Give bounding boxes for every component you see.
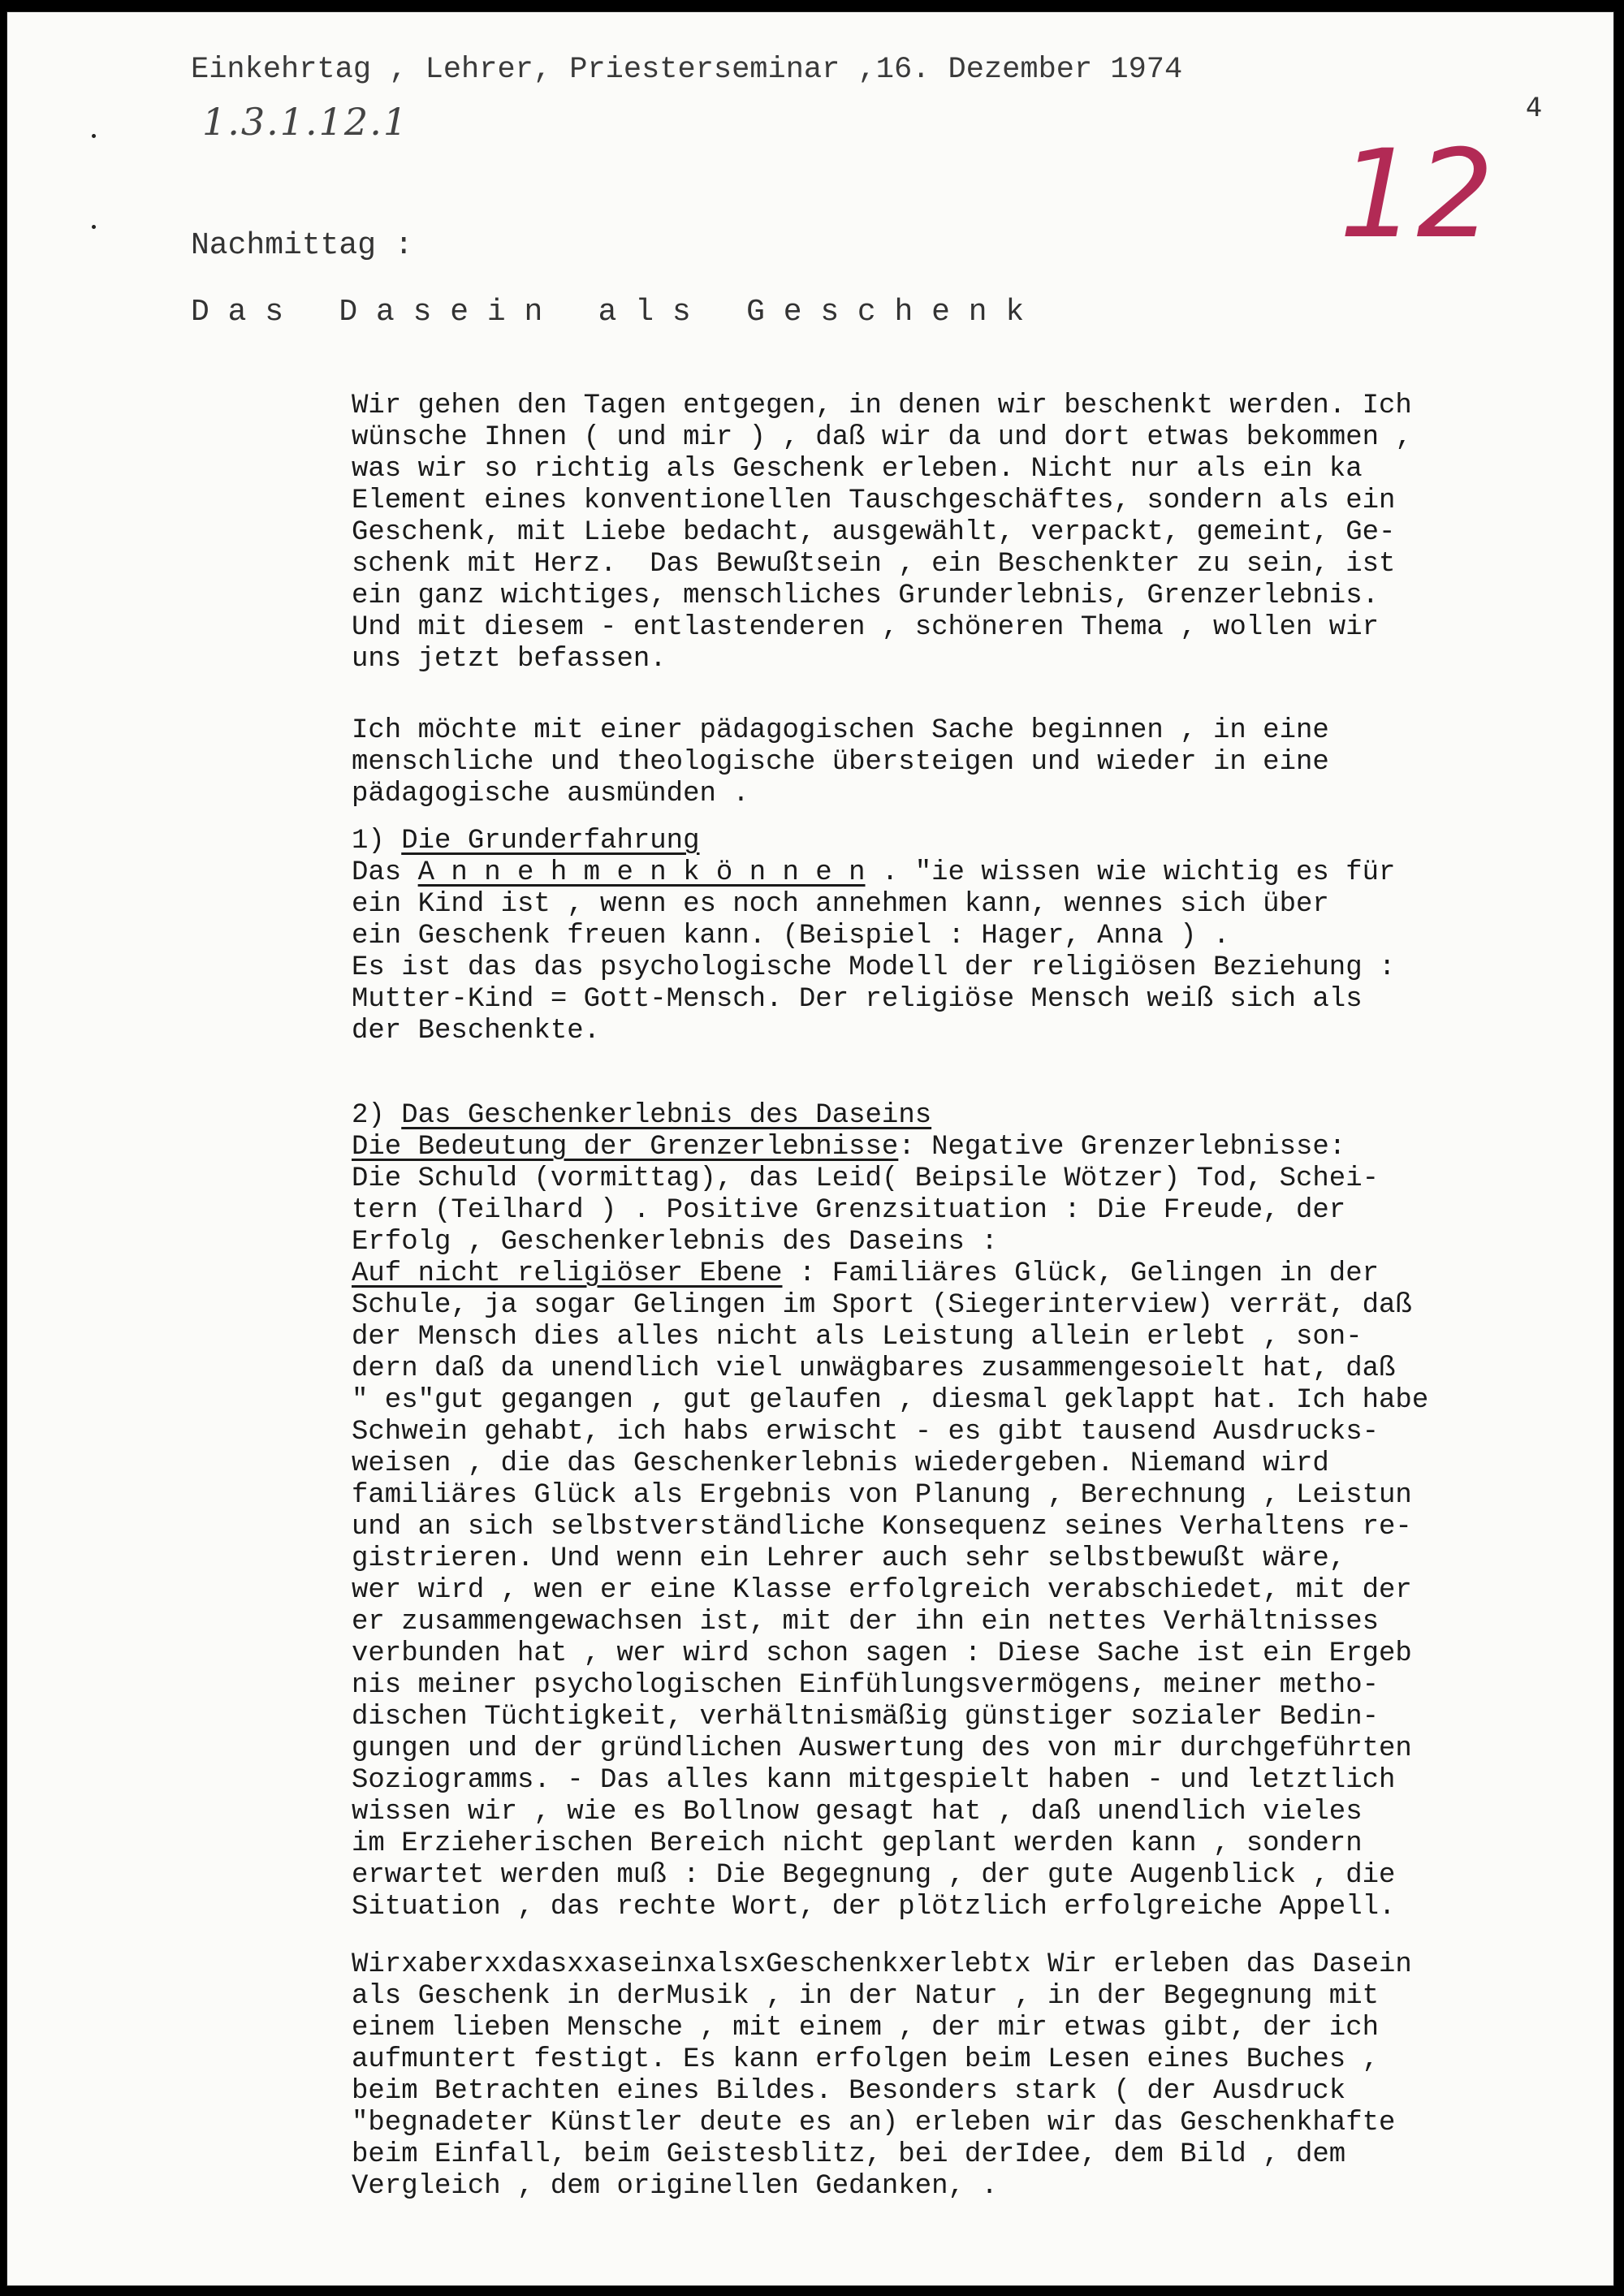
- section-2: [352, 1100, 1615, 1923]
- text-line: er zusammengewachsen ist, mit der ihn ein nettes Verhältnisses: [352, 1607, 1380, 1638]
- intro-paragraph: [352, 391, 1615, 675]
- emphasis: Auf nicht religiöser Ebene: [352, 1258, 783, 1289]
- text-line: ein ganz wichtiges, menschliches Grunderlebnis, Grenzerlebnis.: [352, 580, 1380, 611]
- text-line: Mutter-Kind = Gott-Mensch. Der religiöse Mensch weiß sich als: [352, 984, 1363, 1015]
- text-line: tern (Teilhard ) . Positive Grenzsituation : Die Freude, der: [352, 1195, 1346, 1226]
- text-span: . "ie wissen wie wichtig es für: [865, 857, 1396, 888]
- text-line: der Mensch dies alles nicht als Leistung allein erlebt , son-: [352, 1322, 1363, 1353]
- text-line: weisen , die das Geschenkerlebnis wiedergeben. Niemand wird: [352, 1448, 1329, 1479]
- text-line: verbunden hat , wer wird schon sagen : Diese Sache ist ein Ergeb: [352, 1638, 1412, 1669]
- text-line: [352, 1258, 1615, 1290]
- section-heading: [352, 826, 1615, 857]
- text-line: einem lieben Mensche , mit einem , der mir etwas gibt, der ich: [352, 2013, 1380, 2044]
- text-line: familiäres Glück als Ergebnis von Planung , Berechnung , Leistun: [352, 1480, 1412, 1511]
- text-line: Und mit diesem - entlastenderen , schöneren Thema , wollen wir: [352, 612, 1380, 643]
- text-span: : Familiäres Glück, Gelingen in der: [782, 1258, 1380, 1289]
- text-line: der Beschenkte.: [352, 1016, 601, 1047]
- text-line: Erfolg , Geschenkerlebnis des Daseins :: [352, 1227, 998, 1258]
- second-paragraph: [352, 715, 1615, 810]
- text-line: Schule, ja sogar Gelingen im Sport (Siegerinterview) verrät, daß: [352, 1290, 1412, 1321]
- emphasis: Die Bedeutung der Grenzerlebnisse: [352, 1132, 899, 1163]
- handwritten-number: 12: [1339, 124, 1494, 265]
- text-line: dern daß da unendlich viel unwägbares zusammengesoielt hat, daß: [352, 1353, 1396, 1384]
- text-line: [352, 1132, 1615, 1163]
- text-span: Das: [352, 857, 418, 888]
- text-line: wer wird , wen er eine Klasse erfolgreich verabschiedet, mit der: [352, 1575, 1412, 1606]
- text-line: wünsche Ihnen ( und mir ) , daß wir da und dort etwas bekommen ,: [352, 422, 1412, 453]
- text-line: ein Geschenk freuen kann. (Beispiel : Hager, Anna ) .: [352, 921, 1230, 952]
- text-line: Soziogramms. - Das alles kann mitgespielt haben - und letztlich: [352, 1765, 1396, 1796]
- section-title: Die Grunderfahrung: [401, 826, 700, 857]
- text-line: pädagogische ausmünden .: [352, 779, 749, 809]
- header-line: Einkehrtag , Lehrer, Priesterseminar ,16. Dezember 1974: [191, 53, 1183, 87]
- text-line: ein Kind ist , wenn es noch annehmen kann, wennes sich über: [352, 889, 1329, 920]
- text-line: erwartet werden muß : Die Begegnung , der gute Augenblick , die: [352, 1860, 1396, 1891]
- punch-mark: [92, 134, 96, 138]
- section-number: 1): [352, 826, 402, 857]
- section-title: Das Geschenkerlebnis des Daseins: [401, 1100, 932, 1131]
- text-line: nis meiner psychologischen Einfühlungsvermögens, meiner metho-: [352, 1670, 1380, 1701]
- text-line: schenk mit Herz. Das Bewußtsein , ein Beschenkter zu sein, ist: [352, 549, 1396, 580]
- text-line: [352, 1949, 1615, 1981]
- section-label: Nachmittag :: [191, 228, 413, 263]
- section-heading: [352, 1100, 1615, 1132]
- text-line: " es"gut gegangen , gut gelaufen , diesmal geklappt hat. Ich habe: [352, 1385, 1429, 1416]
- text-line: beim Betrachten eines Bildes. Besonders stark ( der Ausdruck: [352, 2076, 1346, 2107]
- text-line: Geschenk, mit Liebe bedacht, ausgewählt, verpackt, gemeint, Ge-: [352, 517, 1396, 548]
- punch-mark: [92, 225, 96, 229]
- text-line: Element eines konventionellen Tauschgeschäftes, sondern als ein: [352, 486, 1396, 516]
- text-line: aufmuntert festigt. Es kann erfolgen beim Lesen eines Buches ,: [352, 2044, 1380, 2075]
- text-line: im Erzieherischen Bereich nicht geplant werden kann , sondern: [352, 1828, 1363, 1859]
- text-line: gistrieren. Und wenn ein Lehrer auch sehr selbstbewußt wäre,: [352, 1543, 1346, 1574]
- text-line: Ich möchte mit einer pädagogischen Sache beginnen , in eine: [352, 715, 1329, 746]
- text-line: Schwein gehabt, ich habs erwischt - es gibt tausend Ausdrucks-: [352, 1417, 1380, 1448]
- page-number: 4: [1526, 92, 1543, 123]
- document-title: D a s D a s e i n a l s G e s c h e n k: [191, 295, 1025, 330]
- text-line: dischen Tüchtigkeit, verhältnismäßig günstiger sozialer Bedin-: [352, 1702, 1380, 1733]
- text-line: und an sich selbstverständliche Konsequenz seines Verhaltens re-: [352, 1512, 1412, 1543]
- text-line: Vergleich , dem originellen Gedanken, .: [352, 2171, 998, 2202]
- text-line: was wir so richtig als Geschenk erleben. Nicht nur als ein ka: [352, 454, 1363, 485]
- text-line: Situation , das rechte Wort, der plötzlich erfolgreiche Appell.: [352, 1892, 1396, 1923]
- section-number: 2): [352, 1100, 402, 1131]
- text-line: als Geschenk in derMusik , in der Natur , in der Begegnung mit: [352, 1981, 1380, 2012]
- section-1: [352, 826, 1615, 1047]
- text-line: menschliche und theologische übersteigen und wieder in eine: [352, 747, 1329, 778]
- text-line: uns jetzt befassen.: [352, 644, 667, 675]
- emphasis: A n n e h m e n k ö n n e n: [417, 857, 866, 888]
- text-line: "begnadeter Künstler deute es an) erleben wir das Geschenkhafte: [352, 2108, 1396, 2138]
- text-line: wissen wir , wie es Bollnow gesagt hat , daß unendlich vieles: [352, 1797, 1363, 1828]
- text-span: Wir erleben das Dasein: [1030, 1949, 1412, 1980]
- text-line: Es ist das das psychologische Modell der religiösen Beziehung :: [352, 952, 1396, 983]
- text-line: Wir gehen den Tagen entgegen, in denen wir beschenkt werden. Ich: [352, 391, 1412, 421]
- text-line: beim Einfall, beim Geistesblitz, bei derIdee, dem Bild , dem: [352, 2139, 1346, 2170]
- text-line: [352, 857, 1615, 889]
- struck-text: WirxaberxxdasxxaseinxalsxGeschenkxerlebtx: [352, 1949, 1031, 1980]
- archive-number: 1.3.1.12.1: [202, 100, 409, 144]
- text-span: : Negative Grenzerlebnisse:: [898, 1132, 1346, 1163]
- text-line: Die Schuld (vormittag), das Leid( Beipsile Wötzer) Tod, Schei-: [352, 1163, 1380, 1194]
- document-page: [6, 11, 1614, 2286]
- text-line: gungen und der gründlichen Auswertung des von mir durchgeführten: [352, 1733, 1412, 1764]
- final-paragraph: [352, 1949, 1615, 2203]
